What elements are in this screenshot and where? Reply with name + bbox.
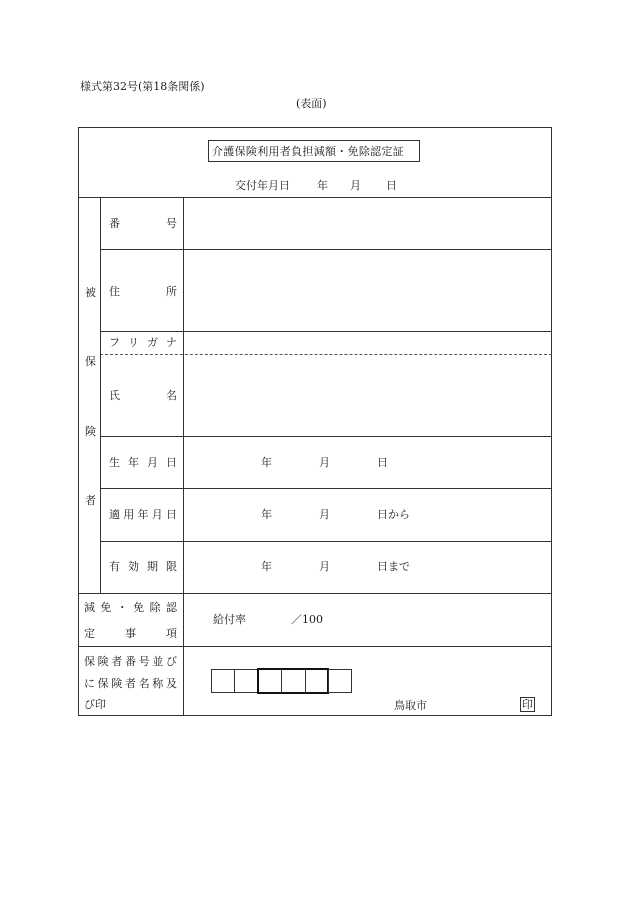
applied-year: 年 xyxy=(261,508,272,521)
insurer-number-box xyxy=(234,669,258,693)
birth-day: 日 xyxy=(377,456,388,469)
reduction-label-line2: 定 事 項 xyxy=(84,627,177,640)
insurer-label-line1: 保 険 者 番 号 並 び xyxy=(84,655,177,668)
form-number: 様式第32号(第18条関係) xyxy=(80,80,205,93)
col-line xyxy=(100,197,101,593)
insurer-number-box-group xyxy=(257,668,329,694)
valid-day-until: 日まで xyxy=(377,560,410,573)
side-label: (表面) xyxy=(296,97,327,110)
row-line xyxy=(78,646,552,647)
row-line xyxy=(78,197,552,198)
row-line xyxy=(100,541,552,542)
insurer-label-line2: に 保 険 者 名 称 及 xyxy=(84,677,177,690)
valid-year: 年 xyxy=(261,560,272,573)
valid-period-label: 有 効 期 限 xyxy=(109,560,177,573)
issue-month: 月 xyxy=(350,179,361,192)
col-line xyxy=(183,197,184,716)
seal-mark: 印 xyxy=(522,698,533,711)
birth-date-label: 生 年 月 日 xyxy=(109,456,177,469)
number-label: 番 号 xyxy=(109,217,177,230)
name-label: 氏 名 xyxy=(109,389,177,402)
birth-month: 月 xyxy=(319,456,330,469)
insured-group-char: 者 xyxy=(85,494,96,507)
reduction-label-line1: 減 免 ・ 免 除 認 xyxy=(84,601,177,614)
insured-group-char: 険 xyxy=(85,425,96,438)
furigana-label: フ リ ガ ナ xyxy=(109,336,177,349)
applied-month: 月 xyxy=(319,508,330,521)
benefit-rate-value: ／100 xyxy=(291,613,323,626)
applied-day-from: 日から xyxy=(377,508,410,521)
certificate-title: 介護保険利用者負担減額・免除認定証 xyxy=(212,145,405,158)
insurer-label-line3: び印 xyxy=(84,698,106,711)
address-label: 住 所 xyxy=(109,285,177,298)
applied-date-label: 適 用 年 月 日 xyxy=(109,508,177,521)
insurer-number-divider xyxy=(281,669,282,693)
insurer-number-box xyxy=(211,669,235,693)
issue-date-label: 交付年月日 xyxy=(235,179,290,192)
birth-year: 年 xyxy=(261,456,272,469)
row-line xyxy=(100,249,552,250)
furigana-divider xyxy=(100,354,552,355)
insured-group-char: 保 xyxy=(85,355,96,368)
benefit-rate-label: 給付率 xyxy=(213,613,246,626)
insured-group-char: 被 xyxy=(85,286,96,299)
valid-month: 月 xyxy=(319,560,330,573)
row-line xyxy=(100,331,552,332)
row-line xyxy=(100,488,552,489)
issue-year: 年 xyxy=(317,179,328,192)
issue-day: 日 xyxy=(386,179,397,192)
insurer-number-box xyxy=(328,669,352,693)
row-line xyxy=(78,593,552,594)
row-line xyxy=(100,436,552,437)
insurer-number-divider xyxy=(305,669,306,693)
insurer-city: 鳥取市 xyxy=(394,699,427,712)
